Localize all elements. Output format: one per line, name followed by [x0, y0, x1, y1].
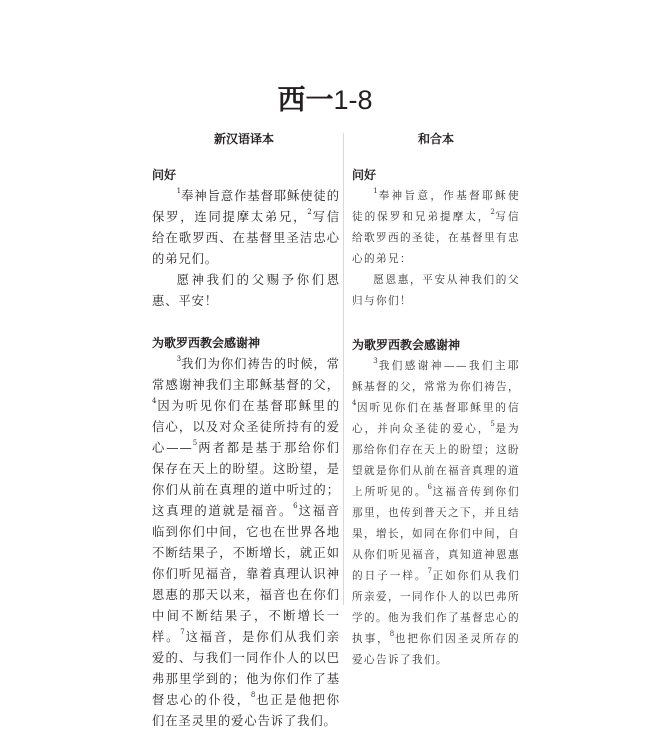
verse — [152, 504, 340, 644]
verse — [352, 274, 520, 307]
page-title — [0, 82, 650, 119]
verse-number: 5 — [490, 420, 495, 428]
verse-text: 我们为你们祷告的时候，常常感谢神我们主耶稣基督的父， — [152, 357, 340, 392]
chapter-verse-range: 1-8 — [333, 85, 373, 115]
verse — [352, 357, 520, 393]
verse-text: 两者都是基于那给你们保存在天上的盼望。这盼望，是你们从前在真理的道中听过的；这真理的道就是福音。 — [152, 441, 340, 518]
verse-text: 因为听见你们在基督耶稣里的信心，以及对众圣徒所持有的爱心—— — [152, 399, 340, 455]
verse-paragraph — [152, 354, 340, 732]
section-heading: 问好 — [352, 168, 377, 182]
verse-paragraph — [352, 356, 520, 671]
verse-paragraph — [352, 186, 520, 270]
verse-number: 7 — [180, 628, 185, 636]
verse-number: 6 — [293, 502, 298, 510]
verse-number: 1 — [176, 187, 182, 195]
verse-number: 1 — [373, 187, 378, 195]
verse-text: 正如你们从我们所亲爱，一同作仆人的以巴弗所学的。他为我们作了基督忠心的执事， — [352, 570, 520, 645]
verse-number: 2 — [307, 208, 312, 216]
verse-number: 5 — [192, 439, 198, 447]
verse — [152, 357, 340, 392]
verse-number: 7 — [427, 567, 432, 575]
verse-text: 这福音传到你们那里，也传到普天之下，并且结果，增长，如同在你们中间，自从你们听见福音，真知道神恩惠的日子一样。 — [352, 486, 520, 582]
verse-number: 6 — [427, 483, 432, 491]
verse-text: 奉神旨意作基督耶稣使徒的保罗，连同提摩太弟兄， — [152, 189, 340, 224]
column-new-chinese-version — [152, 130, 340, 732]
book-name: 西一 — [277, 83, 334, 116]
column-union-version — [352, 130, 520, 671]
verse-text: 奉神旨意，作基督耶稣使徒的保罗和兄弟提摩太， — [352, 190, 520, 223]
verse-text: 是为那给你们存在天上的盼望；这盼望就是你们从前在福音真理的道上所听见的。 — [352, 423, 520, 498]
verse-number: 4 — [352, 399, 357, 407]
verse-text: 因听见你们在基督耶稣里的信心，并向众圣徒的爱心， — [352, 402, 520, 435]
verse-number: 3 — [176, 355, 182, 363]
verse-paragraph — [352, 270, 520, 312]
column-heading: 新汉语译本 — [213, 132, 274, 146]
column-divider — [343, 133, 344, 605]
verse-number: 8 — [250, 691, 256, 699]
verse-text: 这福音临到你们中间，它也在世界各地不断结果子，不断增长，就正如你们听见福音，靠着真理认识神恩惠的那天以来，福音也在你们中间不断结果子，不断增长一样。 — [152, 504, 340, 644]
section-spacer — [152, 312, 340, 334]
verse-text: 我们感谢神——我们主耶稣基督的父，常常为你们祷告， — [352, 360, 520, 393]
section-heading: 为歌罗西教会感谢神 — [152, 336, 261, 350]
verse — [352, 483, 520, 582]
verse-text: 这福音，是你们从我们亲爱的、与我们一同作仆人的以巴弗那里学到的；他为你们作了基督忠心的仆役， — [152, 630, 340, 707]
verse-text: 也正是他把你们在圣灵里的爱心告诉了我们。 — [152, 693, 340, 728]
column-heading: 和合本 — [417, 132, 454, 146]
verse-text: 愿恩惠，平安从神我们的父归与你们！ — [352, 274, 520, 307]
verse-number: 4 — [152, 397, 157, 405]
section-heading: 问好 — [152, 168, 177, 182]
verse-number: 8 — [389, 630, 395, 638]
section-spacer — [352, 312, 520, 336]
verse-number: 3 — [373, 357, 378, 365]
verse-text: 愿神我们的父赐予你们恩惠、平安！ — [152, 273, 340, 308]
verse-text: 也把你们因圣灵所存的爱心告诉了我们。 — [352, 633, 521, 666]
verse — [152, 273, 340, 308]
verse-text: 写信给歌罗西的圣徒，在基督里有忠心的弟兄： — [352, 211, 520, 265]
verse-text: 写信给在歌罗西、在基督里圣洁忠心的弟兄们。 — [152, 210, 340, 266]
verse-number: 2 — [490, 208, 495, 216]
section-heading: 为歌罗西教会感谢神 — [352, 338, 461, 352]
verse-paragraph — [152, 270, 340, 312]
verse-paragraph — [152, 186, 340, 270]
